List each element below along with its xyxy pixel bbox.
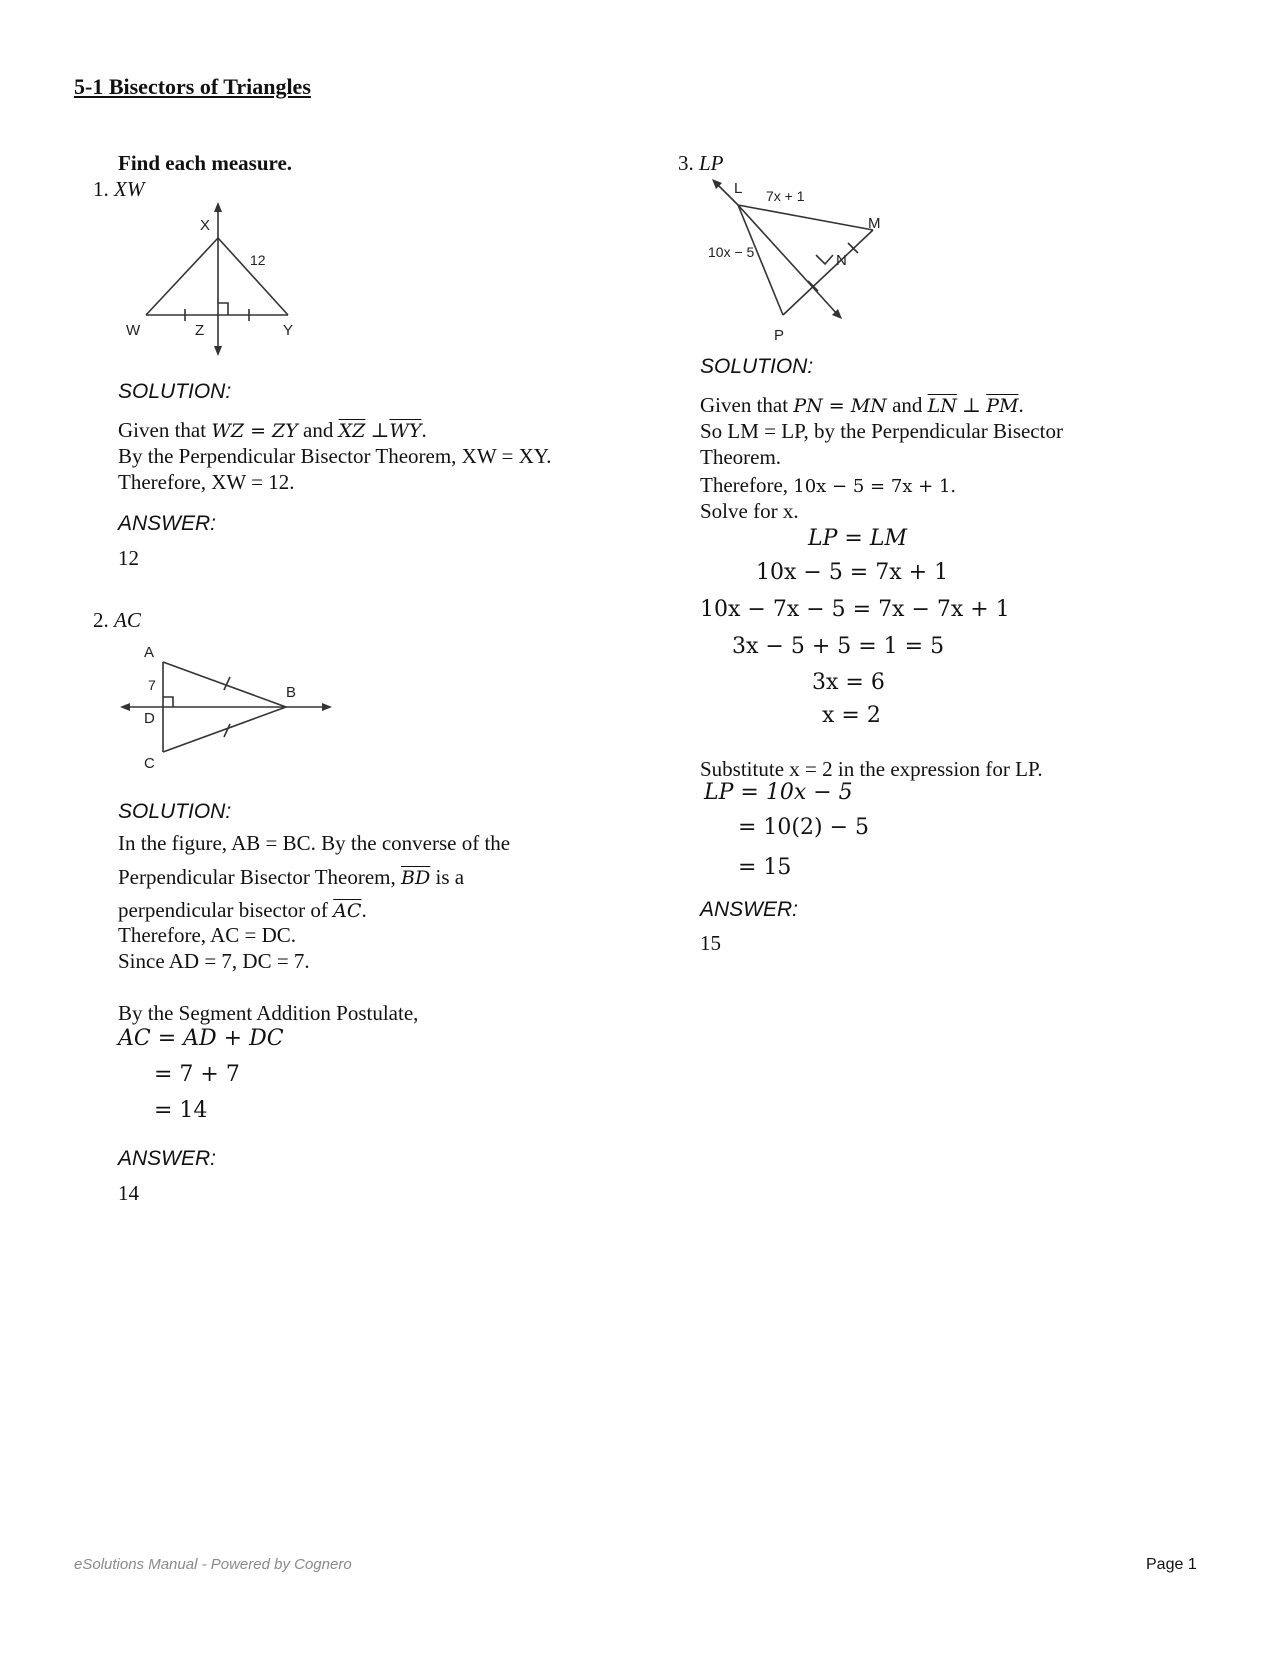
problem-3-line-2: So LM = LP, by the Perpendicular Bisector xyxy=(700,419,1063,443)
problem-1-label: XW xyxy=(114,177,145,201)
problem-2-eq-2: = 7 + 7 xyxy=(154,1062,240,1087)
page-number: Page 1 xyxy=(1146,1556,1197,1573)
problem-3-line-3: Theorem. xyxy=(700,445,782,469)
length-label-12: 12 xyxy=(250,252,266,268)
problem-3-step-5: 3x = 6 xyxy=(812,670,885,695)
problem-2-solution-label: SOLUTION: xyxy=(118,800,232,823)
problem-2-line-5: Since AD = 7, DC = 7. xyxy=(118,949,310,973)
problem-3-substitute: Substitute x = 2 in the expression for LP. xyxy=(700,757,1043,781)
problem-2-heading xyxy=(93,607,141,633)
line-ln-text: $\overline{LN}$ xyxy=(927,395,957,417)
problem-3-step-4: 3x − 5 + 5 = 1 = 5 xyxy=(732,634,945,659)
given-text: Given that xyxy=(700,393,789,417)
right-angle-mark xyxy=(816,255,833,264)
problem-3-answer-label: ANSWER: xyxy=(700,898,799,921)
label-m: M xyxy=(868,215,881,232)
label-z: Z xyxy=(195,322,205,339)
segment-pm-text: $\overline{PM}$ xyxy=(986,395,1019,417)
arrow-down-icon xyxy=(214,346,222,356)
problem-3-step-6: x = 2 xyxy=(822,703,881,728)
segment-pm xyxy=(783,230,873,315)
label-d: D xyxy=(144,710,155,727)
problem-1-line-2: By the Perpendicular Bisector Theorem, XW = XY. xyxy=(118,444,552,468)
label-w: W xyxy=(126,322,141,339)
line-3-period: . xyxy=(361,898,367,922)
ray-bd: $\overline{BD}$ xyxy=(401,867,431,889)
given-period: . xyxy=(1018,393,1024,417)
label-y: Y xyxy=(283,322,294,339)
given-and: and xyxy=(303,418,334,442)
line-2-text: Perpendicular Bisector Theorem, xyxy=(118,865,396,889)
label-p: P xyxy=(774,327,785,344)
problem-2-label: AC xyxy=(114,608,141,632)
label-l: L xyxy=(734,180,743,197)
perpendicular-symbol: ⊥ xyxy=(370,418,390,442)
problem-2-eq-1: AC = AD + DC xyxy=(118,1026,284,1051)
label-c: C xyxy=(144,755,155,770)
given-text: Given that xyxy=(118,418,207,442)
problem-3-given xyxy=(700,392,1024,419)
problem-3-heading xyxy=(678,150,724,176)
given-and: and xyxy=(892,393,923,417)
right-angle-mark xyxy=(163,697,173,707)
given-equation: PN = MN xyxy=(793,395,887,417)
problem-2-line-3 xyxy=(118,897,367,924)
segment-cb xyxy=(163,707,286,752)
line-3-text: perpendicular bisector of xyxy=(118,898,328,922)
problem-2-line-4: Therefore, AC = DC. xyxy=(118,923,297,947)
problem-3-label: LP xyxy=(699,151,724,175)
problem-3-line-4 xyxy=(700,472,956,500)
problem-3-line-5: Solve for x. xyxy=(700,499,799,523)
line-4-equation: 10x − 5 = 7x + 1. xyxy=(793,476,957,497)
page-title: 5-1 Bisectors of Triangles xyxy=(74,74,311,99)
problem-3-eval-2: = 10(2) − 5 xyxy=(738,815,870,840)
segment-ac-text: $\overline{AC}$ xyxy=(333,900,362,922)
label-x: X xyxy=(200,217,211,234)
problem-3-step-1: LP = LM xyxy=(808,526,907,551)
problem-3-eval-3: = 15 xyxy=(738,855,792,880)
problem-1-line-3: Therefore, XW = 12. xyxy=(118,470,295,494)
problem-3-step-2: 10x − 5 = 7x + 1 xyxy=(756,560,949,585)
problem-3-solution-label: SOLUTION: xyxy=(700,355,814,378)
arrow-up-icon xyxy=(214,202,222,212)
problem-2-line-1: In the figure, AB = BC. By the converse of the xyxy=(118,831,511,855)
segment-wx xyxy=(146,238,218,315)
given-equation: WZ = ZY xyxy=(211,420,298,442)
problem-2-figure xyxy=(118,640,338,770)
line-4-text: Therefore, xyxy=(700,473,789,497)
arrow-left-icon xyxy=(120,703,130,711)
problem-2-line-6: By the Segment Addition Postulate, xyxy=(118,1001,419,1025)
problem-2-answer-label: ANSWER: xyxy=(118,1147,217,1170)
problem-2-answer: 14 xyxy=(118,1181,139,1205)
right-angle-mark xyxy=(218,303,228,315)
problem-2-eq-3: = 14 xyxy=(154,1098,208,1123)
segment-ab xyxy=(163,662,286,707)
problem-1-figure xyxy=(118,200,318,360)
instructions: Find each measure. xyxy=(118,151,293,175)
problem-1-solution-label: SOLUTION: xyxy=(118,380,232,403)
footer-credit: eSolutions Manual - Powered by Cognero xyxy=(74,1556,352,1573)
length-label-7: 7 xyxy=(148,677,156,693)
length-label-lm: 7x + 1 xyxy=(766,188,805,204)
problem-1-answer: 12 xyxy=(118,546,139,570)
problem-3-number: 3. xyxy=(678,151,694,175)
label-a: A xyxy=(144,644,155,661)
problem-1-number: 1. xyxy=(93,177,109,201)
label-b: B xyxy=(286,684,297,701)
length-label-lp: 10x − 5 xyxy=(708,244,755,260)
problem-2-number: 2. xyxy=(93,608,109,632)
segment-lp xyxy=(738,205,783,315)
problem-2-line-2 xyxy=(118,864,464,891)
segment-wy-text: $\overline{WY}$ xyxy=(389,420,422,442)
line-xz: $\overline{XZ}$ xyxy=(338,420,366,442)
tick-mark-cb xyxy=(224,724,230,737)
given-period: . xyxy=(421,418,427,442)
line-2-post: is a xyxy=(435,865,465,889)
problem-3-answer: 15 xyxy=(700,931,721,955)
tick-mark-ab xyxy=(224,677,230,690)
problem-3-figure xyxy=(708,175,908,345)
label-n: N xyxy=(836,252,847,269)
problem-1-heading xyxy=(93,176,144,202)
perpendicular-symbol: ⊥ xyxy=(962,393,981,417)
arrow-right-icon xyxy=(322,703,332,711)
problem-3-step-3: 10x − 7x − 5 = 7x − 7x + 1 xyxy=(700,597,1010,622)
problem-3-eval-1: LP = 10x − 5 xyxy=(704,780,853,805)
problem-1-given xyxy=(118,417,427,444)
problem-1-answer-label: ANSWER: xyxy=(118,512,217,535)
